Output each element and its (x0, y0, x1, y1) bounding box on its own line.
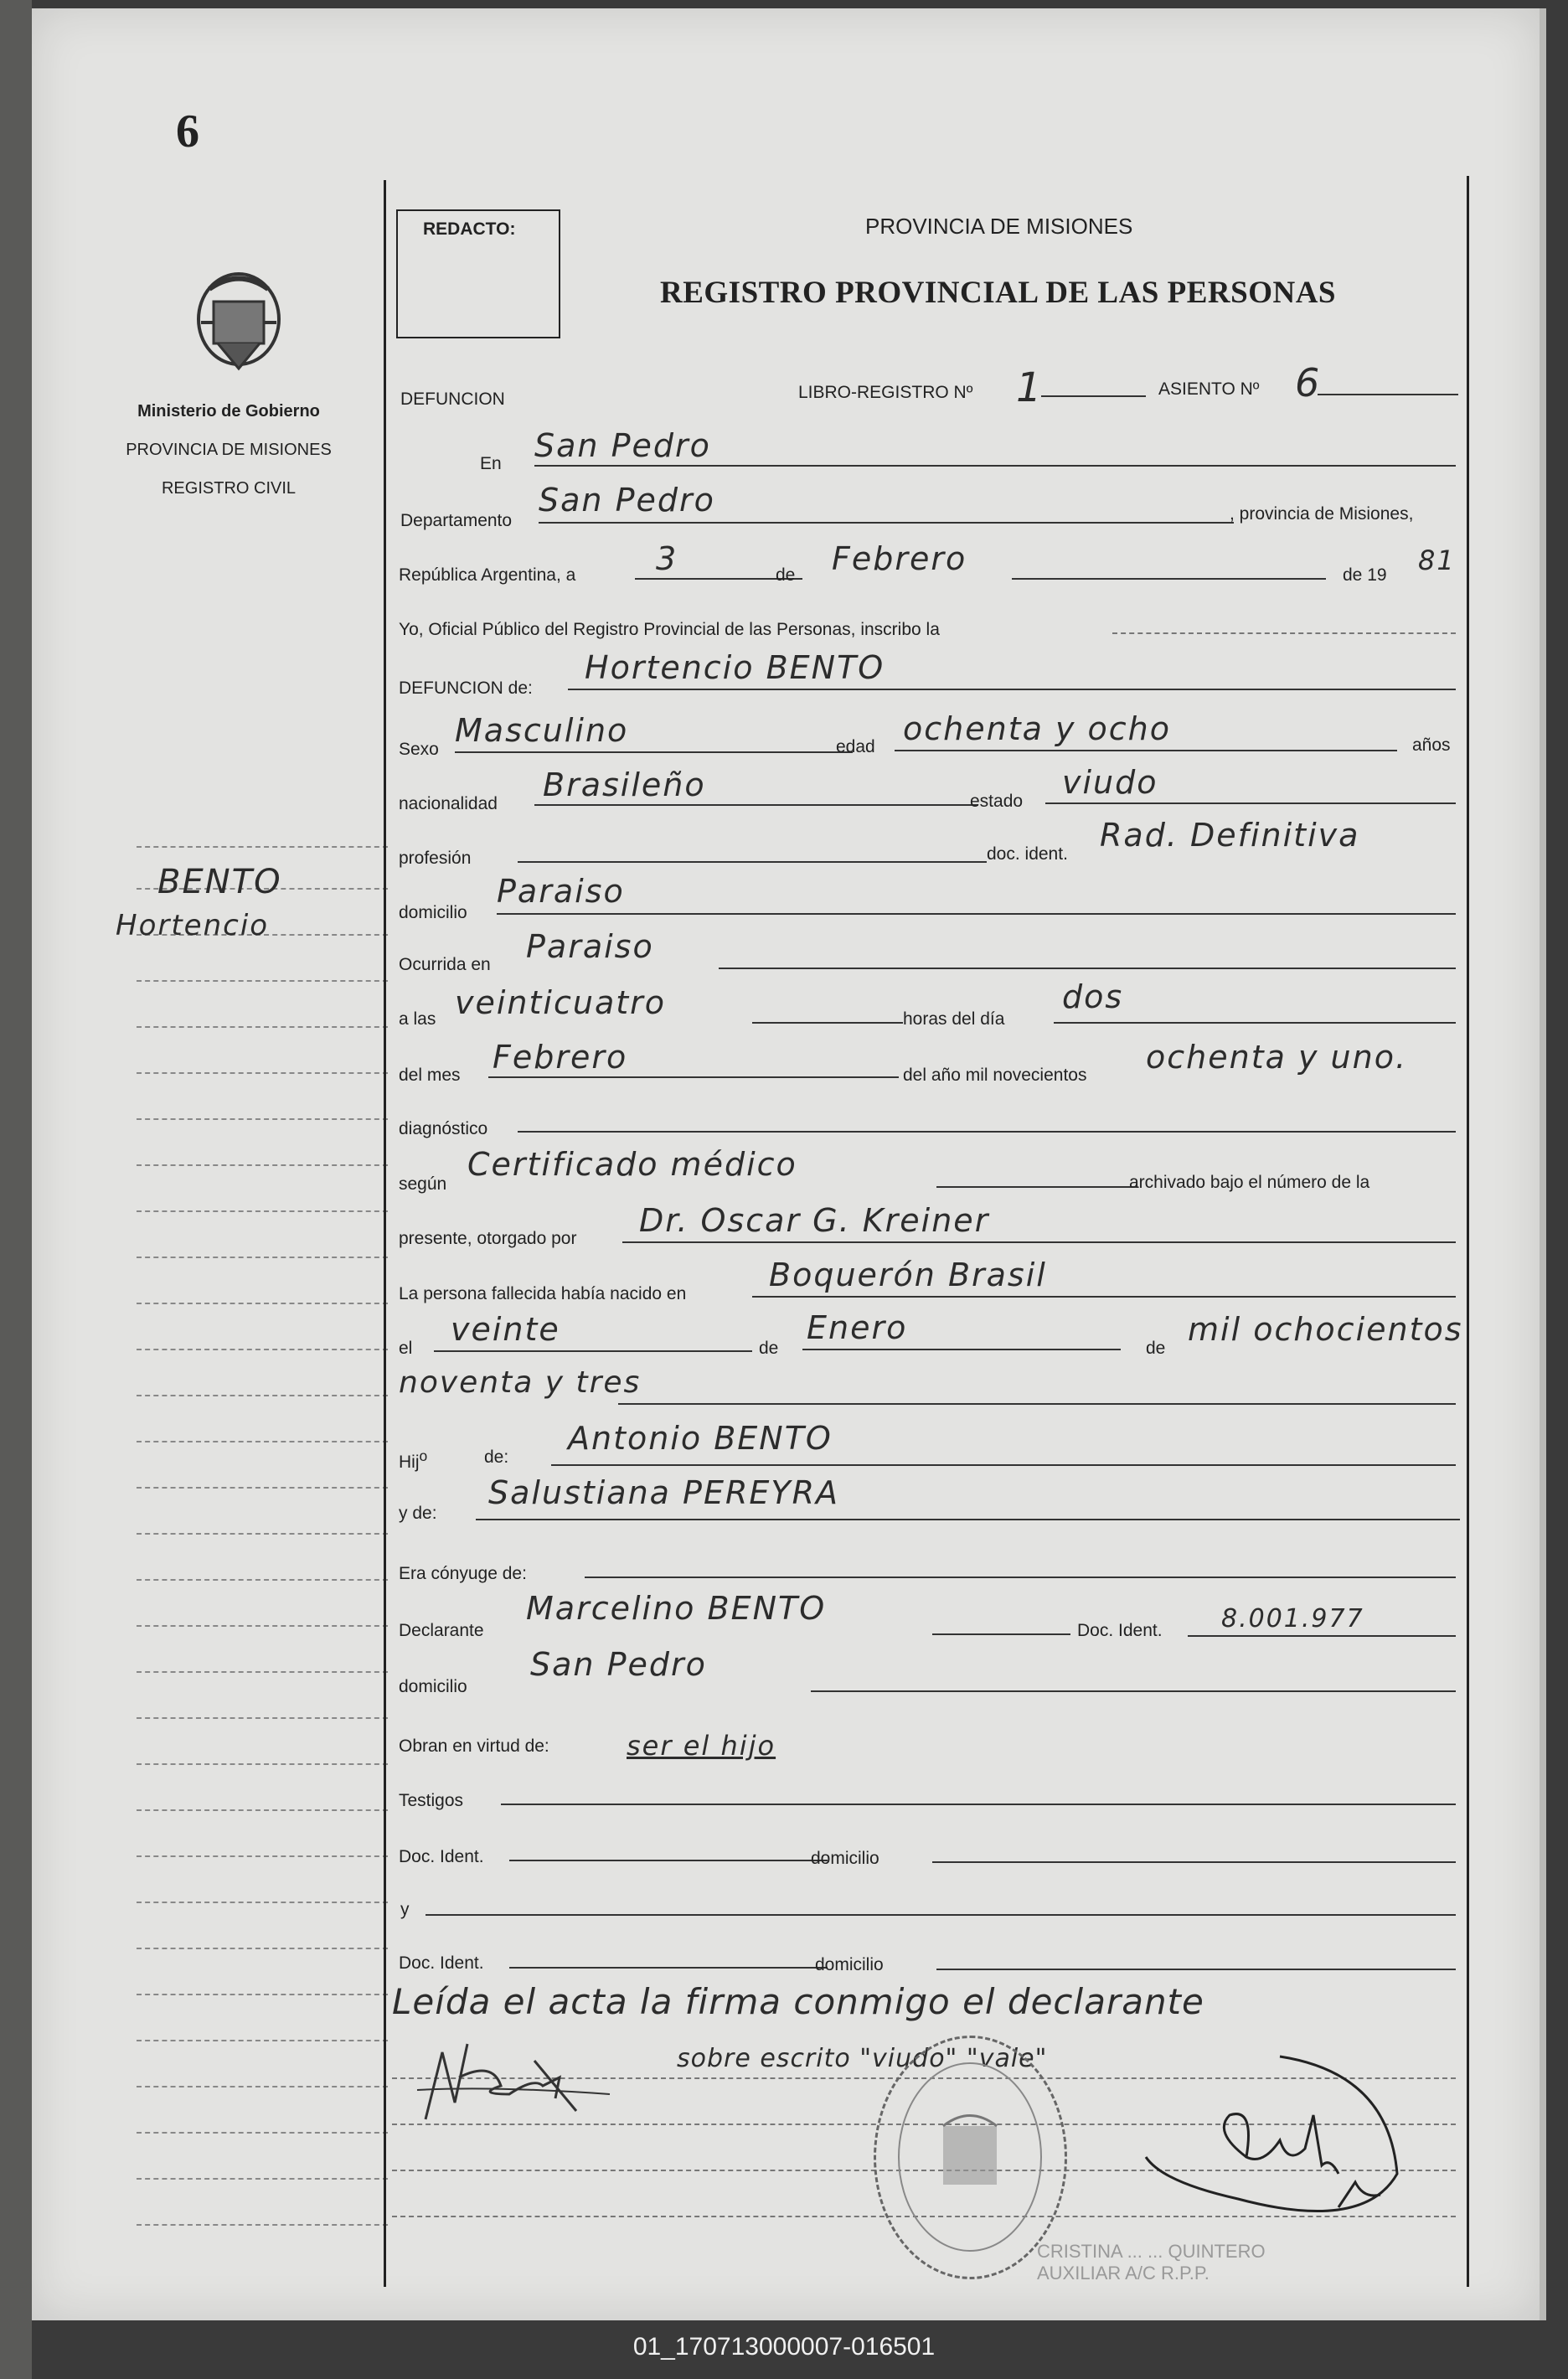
asiento-value: 6 (1295, 360, 1322, 405)
domicilio-label: domicilio (399, 903, 467, 922)
province-title: PROVINCIA DE MISIONES (865, 214, 1133, 239)
asiento-label: ASIENTO Nº (1158, 379, 1260, 399)
hijo-label (399, 1448, 427, 1473)
obran-value: ser el hijo (627, 1730, 776, 1762)
a-las-value: veinticuatro (455, 984, 666, 1021)
obran-label: Obran en virtud de: (399, 1737, 549, 1756)
mes-value: Febrero (493, 1039, 628, 1076)
edad-value: ochenta y ocho (903, 710, 1171, 747)
ocurrida-label: Ocurrida en (399, 955, 491, 974)
presente-value: Dr. Oscar G. Kreiner (639, 1202, 990, 1239)
departamento-value: San Pedro (539, 482, 715, 519)
y-de-label: y de: (399, 1504, 437, 1523)
registry-title: REGISTRO PROVINCIAL DE LAS PERSONAS (660, 276, 1337, 310)
dia-value: dos (1062, 978, 1124, 1015)
officer-signature (1112, 2040, 1414, 2253)
de-mes-value: Enero (807, 1309, 908, 1346)
decl-doc-value: 8.001.977 (1221, 1604, 1364, 1633)
officer-stamp: CRISTINA ... ... QUINTERO AUXILIAR A/C R.P.P. (1037, 2241, 1266, 2284)
decl-domicilio-value: San Pedro (530, 1646, 707, 1683)
defuncion-de-value: Hortencio BENTO (585, 649, 885, 686)
de-year-label: de 19 (1343, 565, 1387, 585)
declarant-signature (409, 2027, 660, 2140)
closing-line2: sobre escrito "viudo" "vale" (677, 2044, 1048, 2073)
diagnostico-label: diagnóstico (399, 1119, 488, 1138)
hijo-de-label: de: (484, 1448, 509, 1467)
libro-label: LIBRO-REGISTRO Nº (798, 383, 973, 402)
ano-cont-value: noventa y tres (399, 1365, 642, 1400)
edad-label: edad (836, 737, 875, 756)
ministry-line3: REGISTRO CIVIL (161, 479, 297, 498)
test-dom2-label: domicilio (815, 1955, 884, 1974)
hijo-suffix: o (419, 1448, 428, 1464)
profesion-label: profesión (399, 849, 472, 868)
departamento-label: Departamento (400, 511, 513, 530)
archivado-label: archivado bajo el número de la (1129, 1173, 1370, 1192)
month-value: Febrero (832, 540, 967, 577)
redacto-box (396, 209, 560, 338)
conyuge-label: Era cónyuge de: (399, 1564, 527, 1583)
test-doc2-label: Doc. Ident. (399, 1953, 484, 1973)
libro-value: 1 (1016, 364, 1044, 411)
decl-domicilio-label: domicilio (399, 1677, 467, 1696)
act-type: DEFUNCION (400, 390, 505, 409)
testigos-label: Testigos (399, 1791, 464, 1810)
y-label: y (400, 1900, 410, 1919)
coat-of-arms-icon (184, 264, 293, 385)
en-label: En (480, 454, 502, 473)
margin-surname: BENTO (157, 863, 282, 901)
redacto-label: REDACTO: (423, 219, 516, 239)
segun-value: Certificado médico (467, 1146, 797, 1183)
test-doc1-label: Doc. Ident. (399, 1847, 484, 1866)
form-left-border (384, 180, 386, 2287)
nacido-value: Boquerón Brasil (769, 1257, 1047, 1293)
sexo-label: Sexo (399, 740, 439, 759)
el-value: veinte (451, 1311, 560, 1348)
domicilio-value: Paraiso (497, 873, 625, 910)
provincia-label: , provincia de Misiones, (1230, 504, 1414, 524)
republica-label: República Argentina, a (399, 565, 576, 585)
horas-label: horas del día (903, 1009, 1005, 1029)
anos-label: años (1412, 735, 1451, 755)
defuncion-de-label: DEFUNCION de: (399, 679, 533, 698)
padre-value: Antonio BENTO (568, 1420, 833, 1457)
de-ano-label: de (1146, 1339, 1166, 1358)
ministry-line2: PROVINCIA DE MISIONES (126, 441, 332, 459)
test-dom1-label: domicilio (811, 1849, 879, 1868)
madre-value: Salustiana PEREYRA (488, 1474, 839, 1511)
form-right-border (1467, 176, 1469, 2287)
ano-value: ochenta y uno. (1146, 1039, 1408, 1076)
estado-label: estado (970, 792, 1024, 811)
ministry-line1: Ministerio de Gobierno (137, 402, 320, 421)
nacionalidad-value: Brasileño (543, 766, 706, 803)
a-las-label: a las (399, 1009, 436, 1029)
del-ano-label: del año mil novecientos (903, 1066, 1087, 1085)
footer-caption: 01_170713000007-016501 (632, 2333, 936, 2361)
page-edge (0, 0, 32, 2379)
margin-given-name: Hortencio (116, 909, 270, 942)
el-label: el (399, 1339, 413, 1358)
sexo-value: Masculino (455, 712, 629, 749)
declarante-value: Marcelino BENTO (526, 1590, 827, 1627)
ocurrida-value: Paraiso (526, 928, 654, 965)
del-mes-label: del mes (399, 1066, 461, 1085)
day-value: 3 (656, 540, 678, 577)
de-mes-label: de (759, 1339, 779, 1358)
closing-line1: Leída el acta la firma conmigo el declarante (392, 1981, 1204, 2022)
yo-label: Yo, Oficial Público del Registro Provincial de las Personas, inscribo la (399, 620, 940, 639)
de-label: de (776, 565, 796, 585)
declarante-label: Declarante (399, 1621, 484, 1640)
en-value: San Pedro (534, 427, 711, 464)
year-value: 81 (1418, 544, 1456, 576)
doc-ident-label: doc. ident. (987, 844, 1068, 864)
decl-doc-label: Doc. Ident. (1077, 1621, 1163, 1640)
nacionalidad-label: nacionalidad (399, 794, 498, 813)
hijo-text: Hij (399, 1453, 420, 1472)
de-ano-value: mil ochocientos (1188, 1311, 1463, 1348)
ministry-block (107, 392, 350, 508)
segun-label: según (399, 1174, 447, 1194)
presente-label: presente, otorgado por (399, 1229, 577, 1248)
register-page (32, 8, 1546, 2320)
doc-ident-value: Rad. Definitiva (1100, 817, 1360, 854)
nacido-label: La persona fallecida había nacido en (399, 1284, 687, 1303)
estado-value: viudo (1062, 764, 1158, 801)
page-number: 6 (176, 106, 199, 157)
